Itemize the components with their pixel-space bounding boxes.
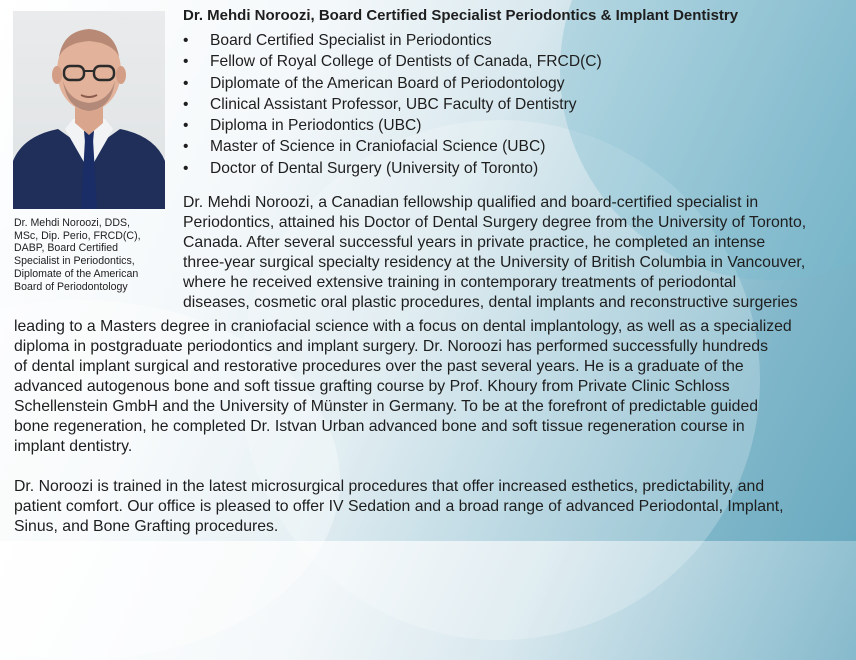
bio-line: implant dentistry.: [14, 438, 133, 455]
caption-line: Dr. Mehdi Noroozi, DDS,: [14, 217, 130, 229]
caption-line: Specialist in Periodontics,: [14, 255, 135, 268]
bio-line: of dental implant surgical and restorative procedures over the past several years. He is a graduate of the: [14, 358, 744, 375]
caption-line: MSc, Dip. Perio, FRCD(C),: [14, 229, 141, 242]
credential-item: • Board Certified Specialist in Periodontics: [183, 30, 602, 51]
credentials-list: [183, 30, 602, 179]
bio-line: Dr. Noroozi is trained in the latest microsurgical procedures that offer increased esthetics, predictability, and: [14, 478, 765, 495]
bio-line: Sinus, and Bone Grafting procedures.: [14, 518, 279, 535]
bio-line: diseases, cosmetic oral plastic procedures, dental implants and reconstructive surgeries: [183, 294, 798, 311]
credential-item: • Diploma in Periodontics (UBC): [183, 115, 602, 136]
credential-item: • Master of Science in Craniofacial Science (UBC): [183, 136, 602, 157]
credential-item: • Diplomate of the American Board of Periodontology: [183, 73, 602, 94]
bio-line: patient comfort. Our office is pleased to offer IV Sedation and a broad range of advanced Periodontal, Implant,: [14, 498, 784, 515]
bio-line: leading to a Masters degree in craniofacial science with a focus on dental implantology, as well as a specialized: [14, 318, 792, 335]
bio-line: bone regeneration, he completed Dr. Istvan Urban advanced bone and soft tissue regeneration course in: [14, 418, 745, 435]
bio-line: advanced autogenous bone and soft tissue grafting course by Prof. Khoury from Private Clinic Schloss: [14, 378, 730, 395]
bio-line: diploma in postgraduate periodontics and implant surgery. Dr. Noroozi has performed successfully hundreds: [14, 338, 768, 355]
page-title: Dr. Mehdi Noroozi, Board Certified Specialist Periodontics & Implant Dentistry: [183, 7, 739, 24]
bio-line: Schellenstein GmbH and the University of Münster in Germany. To be at the forefront of predictable guided: [14, 398, 759, 415]
caption-line: DABP, Board Certified: [14, 242, 119, 255]
bio-line: where he received extensive training in contemporary treatments of periodontal: [183, 274, 737, 291]
credential-item: • Fellow of Royal College of Dentists of Canada, FRCD(C): [183, 51, 602, 72]
caption-line: Diplomate of the American: [14, 267, 139, 280]
photo-caption: [14, 217, 169, 293]
credential-item: • Clinical Assistant Professor, UBC Faculty of Dentistry: [183, 94, 602, 115]
doctor-photo: [13, 11, 165, 209]
caption-line: Board of Periodontology: [14, 280, 128, 293]
bio-line: Periodontics, attained his Doctor of Dental Surgery degree from the University of Toronto,: [183, 214, 807, 231]
bio-line: Dr. Mehdi Noroozi, a Canadian fellowship qualified and board-certified specialist in: [183, 194, 759, 211]
bio-line: Canada. After several successful years in private practice, he completed an intense: [183, 234, 766, 251]
credential-item: • Doctor of Dental Surgery (University of Toronto): [183, 158, 602, 179]
bio-line: three-year surgical specialty residency at the University of British Columbia in Vancouver,: [183, 254, 806, 271]
